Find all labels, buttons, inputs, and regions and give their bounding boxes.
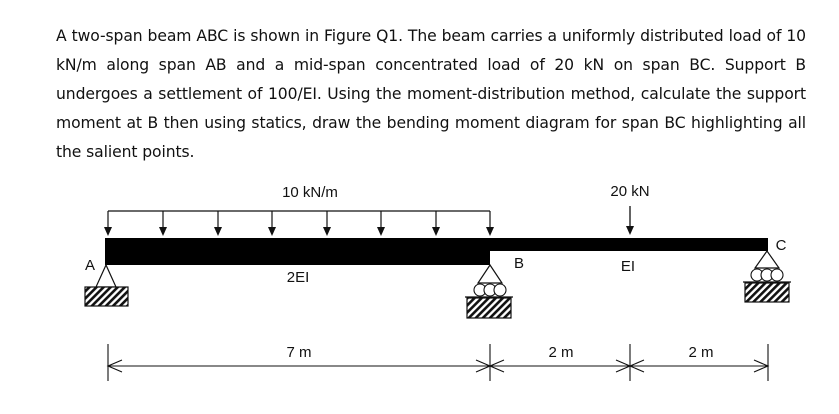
span-ab-stiffness: 2EI: [286, 269, 310, 286]
support-b-roller: [465, 265, 513, 318]
udl-arrows: [104, 211, 494, 236]
span-bc-stiffness: EI: [620, 258, 636, 275]
dimension-line: [108, 344, 768, 381]
dim-ab-label: 7 m: [286, 344, 312, 361]
beam-span-bc: [490, 238, 768, 251]
problem-statement: A two-span beam ABC is shown in Figure Q1. The beam carries a uniformly distributed load of 10 kN/m along span AB and a mid-span concentrated load of 20 kN on span BC. Support B undergoes a settlement of 100/EI. Using the moment-distribution method, calculate the support moment at B then using statics, draw the bending moment diagram for span BC highlighting all the salient points.: [56, 27, 806, 161]
udl-load: [104, 211, 494, 236]
point-load-label: 20 kN: [610, 183, 650, 200]
dim-bc-left-label: 2 m: [548, 344, 574, 361]
beam-span-ab: [105, 238, 490, 265]
point-load-arrow: [626, 206, 634, 235]
support-c-label: C: [775, 237, 787, 254]
support-a-label: A: [84, 257, 96, 274]
udl-label: 10 kN/m: [282, 184, 338, 201]
support-c-roller: [743, 251, 791, 302]
dim-bc-right-label: 2 m: [688, 344, 714, 361]
support-b-label: B: [513, 255, 525, 272]
